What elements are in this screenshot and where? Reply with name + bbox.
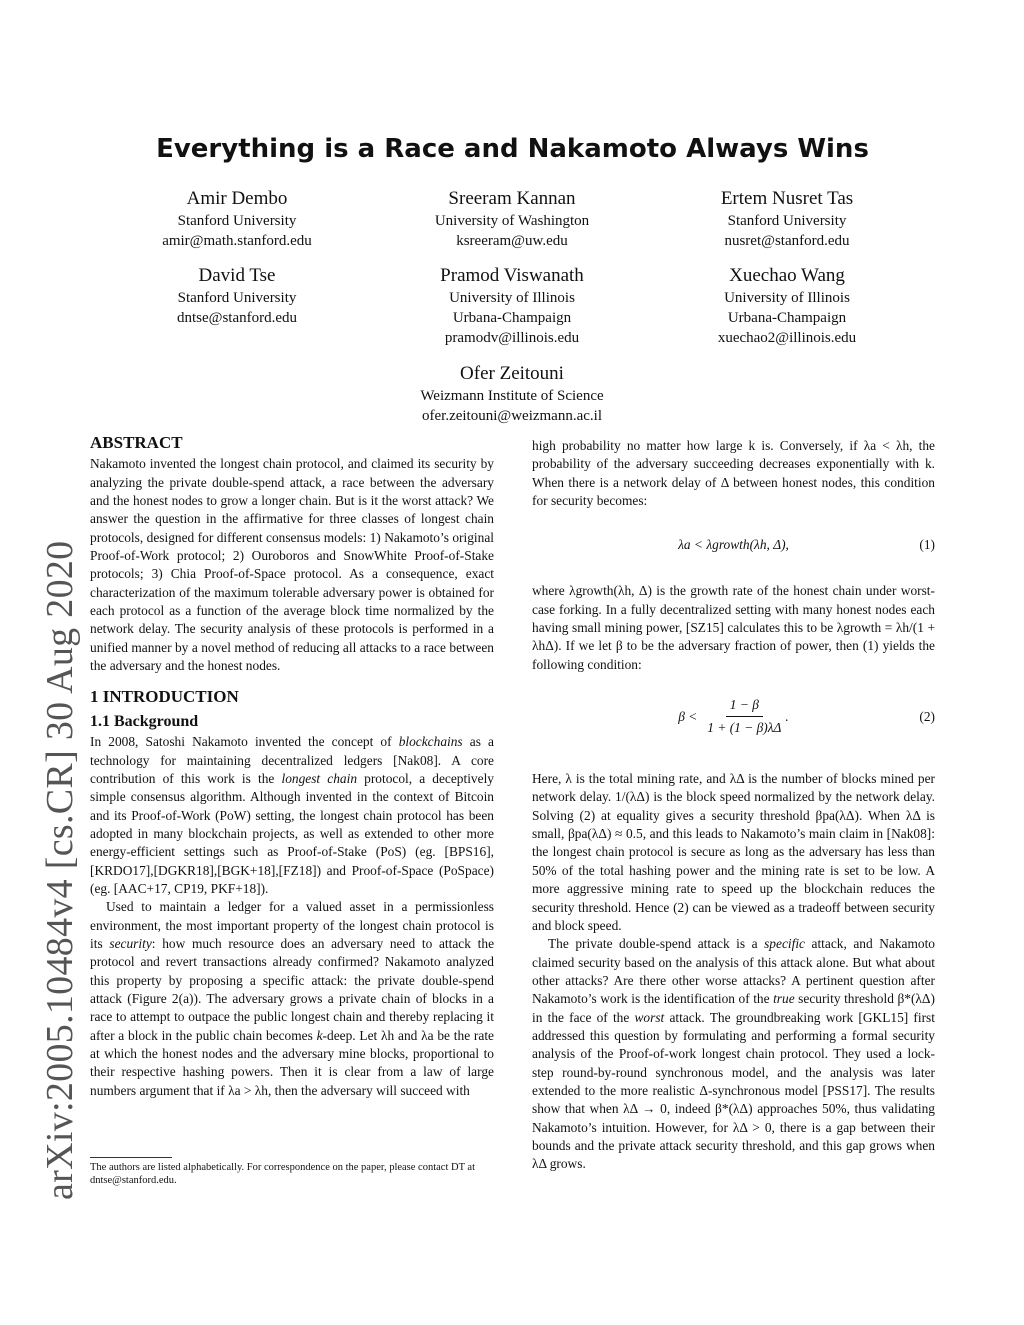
author-name: Pramod Viswanath	[440, 265, 584, 286]
author-affiliation: Weizmann Institute of Science	[420, 388, 604, 404]
right-paragraph-4: The private double-spend attack is a specific attack, and Nakamoto claimed security based on the analysis of this attack alone. But what about other attacks? Are there other worse attacks? A pertinent question after Nakamoto’s work is the identification of the true security threshold β*(λΔ) in the face of the worst attack. The groundbreaking work [GKL15] first addressed this question by formulating and performing a formal security analysis of the Proof-of-work longest chain protocol. They used a lock-step round-by-round synchronous model, and the analysis was later extended to the more realistic Δ-synchronous model [PSS17]. The results show that when λΔ → 0, indeed β*(λΔ) approaches 50%, thus validating Nakamoto’s intuition. However, for λΔ > 0, there is a gap between their bounds and the private attack security threshold, and this gap grows when λΔ grows.	[532, 936, 935, 1172]
right-column	[532, 437, 935, 1174]
author-affiliation-line-2: Urbana-Champaign	[727, 310, 847, 326]
author-affiliation: Stanford University	[727, 213, 847, 229]
intro-paragraph-2: Used to maintain a ledger for a valued asset in a permissionless environment, the most important property of the longest chain protocol is its security: how much resource does an adversary need to attack the protocol and revert transactions already confirmed? Nakamoto analyzed this property by proposing a specific attack: the private double-spend attack (Figure 2(a)). The adversary grows a private chain of blocks in a race to attempt to outpace the public longest chain and thereby replacing it after a block in the public chain becomes k-deep. Let λh and λa be the rate at which the honest nodes and the adversary mine blocks, proportional to their respective hashing powers. Then it is clear from a law of large numbers argument that if λa > λh, then the adversary will succeed with	[90, 899, 495, 1098]
author-email: pramodv@illinois.edu	[444, 330, 580, 346]
right-paragraph-2: where λgrowth(λh, Δ) is the growth rate of the honest chain under worst-case forking. In a fully decentralized setting with many honest nodes each having small mining power, [SZ15] calculates this to be λgrowth = λh/(1 + λhΔ). If we let β to be the adversary fraction of power, then (1) yields the following condition:	[532, 583, 935, 672]
author-email: xuechao2@illinois.edu	[717, 330, 857, 346]
author-block	[382, 187, 642, 251]
arxiv-identifier-stamp: arXiv:2005.10484v4 [cs.CR] 30 Aug 2020	[39, 540, 81, 1200]
equation-1-number: (1)	[919, 537, 935, 553]
section-heading-introduction: 1 INTRODUCTION	[90, 687, 239, 707]
author-email: amir@math.stanford.edu	[162, 233, 312, 249]
author-block	[107, 264, 367, 328]
author-name: Amir Dembo	[186, 188, 288, 209]
intro-paragraph-1: In 2008, Satoshi Nakamoto invented the concept of blockchains as a technology for maintaining decentralized ledgers [Nak08]. A core contribution of this work is the longest chain protocol, a deceptively simple consensus algorithm. Although invented in the context of Bitcoin and its Proof-of-Work (PoW) setting, the longest chain protocol has been adopted in many blockchain projects, as well as extended to other more energy-efficient settings such as Proof-of-Stake (PoS) (eg. [BPS16], [KRDO17],[DGKR18],[BGK+18],[FZ18]) and Proof-of-Space (PoSpace) (eg. [AAC+17, CP19, PKF+18]).	[90, 734, 494, 896]
author-affiliation-line-2: Urbana-Champaign	[452, 310, 572, 326]
author-affiliation: University of Washington	[434, 213, 590, 229]
equation-2-number: (2)	[919, 709, 935, 725]
author-email: ofer.zeitouni@weizmann.ac.il	[422, 408, 602, 424]
footnote-rule	[90, 1157, 172, 1158]
right-paragraph-1: high probability no matter how large k is. Conversely, if λa < λh, the probability of the adversary succeeding decreases exponentially with k. When there is a network delay of Δ between honest nodes, this condition for security becomes:	[532, 438, 935, 509]
author-affiliation: Stanford University	[177, 290, 297, 306]
author-affiliation: University of Illinois	[449, 290, 575, 306]
author-block	[657, 264, 917, 348]
author-name: Ertem Nusret Tas	[720, 188, 854, 209]
right-paragraph-3: Here, λ is the total mining rate, and λΔ is the number of blocks mined per network delay. 1/(λΔ) is the block speed normalized by the network delay. Solving (2) at equality gives a security threshold βpa(λΔ). When λΔ is small, βpa(λΔ) ≈ 0.5, and this leads to Nakamoto’s main claim in [Nak08]: the longest chain protocol is secure as long as the adversary has less than 50% of the total hashing power and the mining rate is set to be low. A more aggressive mining rate to speed up the blockchain reduces the security threshold. Hence (2) can be viewed as a tradeoff between security and block speed.	[532, 771, 935, 933]
equation-1-body: λa < λgrowth(λh, Δ),	[678, 537, 789, 553]
equation-1	[532, 536, 935, 556]
author-email: ksreeram@uw.edu	[456, 233, 568, 249]
footnote: The authors are listed alphabetically. For correspondence on the paper, please contact DT at dntse@stanford.edu.	[90, 1162, 476, 1186]
author-block	[107, 187, 367, 251]
author-block	[382, 264, 642, 348]
equation-2-fraction	[703, 696, 785, 738]
abstract-text: Nakamoto invented the longest chain protocol, and claimed its security by analyzing the private double-spend attack, a race between the adversary and the honest nodes to grow a longer chain. But is it the worst attack? We answer the question in the affirmative for three classes of longest chain protocols, designed for different consensus models: 1) Nakamoto’s original Proof-of-Work protocol; 2) Ouroboros and SnowWhite Proof-of-Stake protocols; 3) Chia Proof-of-Space protocol. As a consequence, exact characterization of the maximum tolerable adversary power is obtained for each protocol as a function of the average block time normalized by the network delay. The security analysis of these protocols is performed in a unified manner by a novel method of reducing all attacks to a race between the adversary and the honest nodes.	[90, 456, 494, 674]
equation-2-denominator: 1 + (1 − β)λΔ	[707, 720, 782, 736]
author-block	[382, 362, 642, 426]
equation-2-lhs: β <	[678, 708, 698, 724]
author-name: Xuechao Wang	[729, 265, 845, 286]
equation-2-period: .	[785, 708, 789, 724]
author-email: dntse@stanford.edu	[176, 310, 298, 326]
author-block	[657, 187, 917, 251]
equation-2-body	[532, 696, 935, 738]
subsection-heading-background: 1.1 Background	[90, 712, 199, 730]
author-name: Ofer Zeitouni	[460, 363, 564, 384]
abstract-heading: ABSTRACT	[90, 433, 183, 452]
author-affiliation: Stanford University	[177, 213, 297, 229]
author-email: nusret@stanford.edu	[724, 233, 850, 249]
paper-title: Everything is a Race and Nakamoto Always Wins	[156, 134, 869, 164]
left-column	[90, 434, 494, 1100]
equation-2	[532, 696, 935, 742]
equation-2-numerator: 1 − β	[726, 696, 763, 717]
author-name: Sreeram Kannan	[448, 188, 576, 209]
author-name: David Tse	[198, 265, 276, 286]
author-affiliation: University of Illinois	[724, 290, 850, 306]
